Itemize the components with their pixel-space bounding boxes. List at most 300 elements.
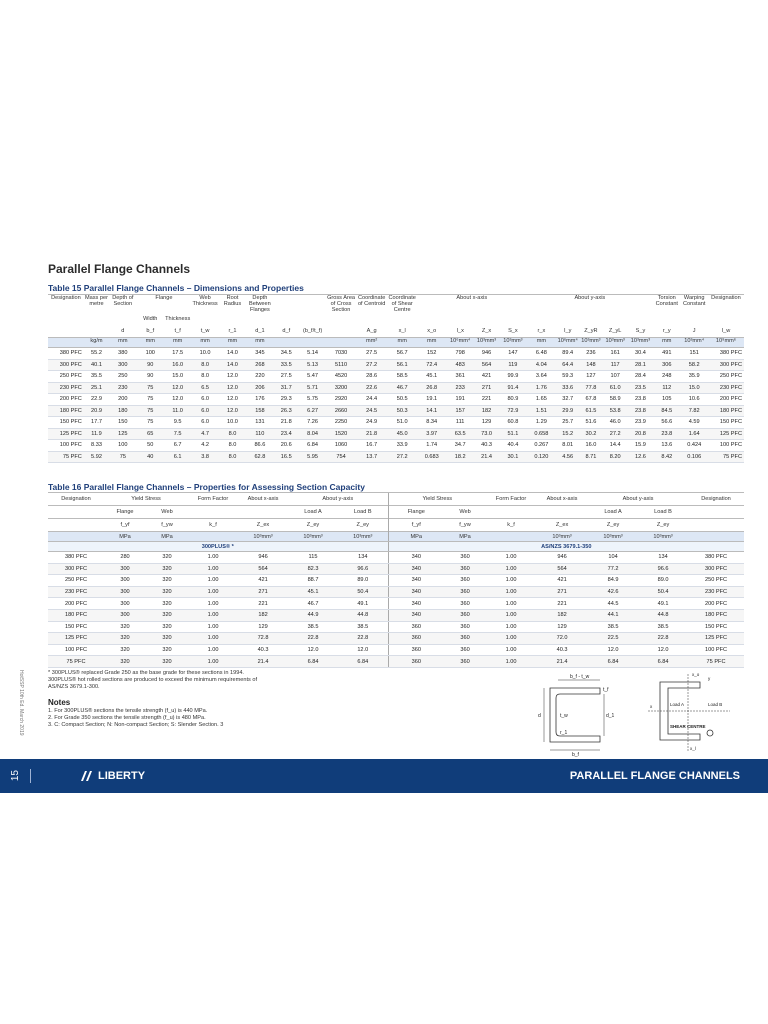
cell: 40.1 xyxy=(84,359,109,371)
cell: 380 PFC xyxy=(48,552,104,564)
cell: r_y xyxy=(662,328,671,334)
cell: 161 xyxy=(603,348,628,360)
cell: I_w xyxy=(721,328,731,334)
cell: 564 xyxy=(474,359,499,371)
cell: 16.0 xyxy=(164,359,191,371)
cell: 99.9 xyxy=(499,371,526,383)
cell: Z_ey xyxy=(588,519,638,532)
col-y-axis: About y-axis xyxy=(527,295,653,314)
cell: 1.00 xyxy=(188,563,238,575)
cell: 8.0 xyxy=(219,440,246,452)
col-mass: Mass per metre xyxy=(84,295,109,314)
cell: 1.00 xyxy=(486,609,536,621)
cell: 1520 xyxy=(326,428,356,440)
cell: f_yw xyxy=(444,519,486,532)
cell: 50.3 xyxy=(387,405,417,417)
label-load-a: Load A xyxy=(670,702,685,707)
cell: 8.0 xyxy=(191,359,218,371)
cell: 10.0 xyxy=(219,417,246,429)
cell: 75 PFC xyxy=(688,656,744,668)
cell: 45.1 xyxy=(417,371,447,383)
label-d1: d_1 xyxy=(606,713,615,719)
table-row xyxy=(48,371,744,383)
cell xyxy=(486,506,536,519)
table-row xyxy=(48,417,744,429)
cell: mm xyxy=(653,338,680,348)
cell: 320 xyxy=(104,644,146,656)
col-y-left: About y-axis xyxy=(288,493,388,506)
cell: 44.8 xyxy=(638,609,688,621)
cell: 230 PFC xyxy=(688,586,744,598)
label-xo: x_o xyxy=(692,672,700,677)
cell: mm xyxy=(137,338,164,348)
cell: 49.1 xyxy=(338,598,388,610)
cell: 88.7 xyxy=(288,575,338,587)
table-15-group-header xyxy=(48,295,744,314)
cell: 27.5 xyxy=(356,348,388,360)
cell: 111 xyxy=(446,417,473,429)
cell: 27.2 xyxy=(387,451,417,463)
cell: 6.84 xyxy=(338,656,388,668)
cell: 38.5 xyxy=(338,621,388,633)
label-y: y xyxy=(708,676,711,681)
cell: 4.7 xyxy=(191,428,218,440)
cell: 12.0 xyxy=(219,394,246,406)
cell: 89.4 xyxy=(556,348,579,360)
cell: 1.00 xyxy=(486,621,536,633)
cell: 14.4 xyxy=(603,440,628,452)
cell: 2920 xyxy=(326,394,356,406)
cell: 6.84 xyxy=(299,440,326,452)
cell: 55.2 xyxy=(84,348,109,360)
cell: 320 xyxy=(146,586,188,598)
col-form-right: Form Factor xyxy=(486,493,536,506)
cell: 61.5 xyxy=(579,405,602,417)
cell: 220 xyxy=(246,371,273,383)
cell: 4.04 xyxy=(527,359,557,371)
cell: 12.0 xyxy=(219,405,246,417)
cell: MPa xyxy=(388,532,444,542)
cell: 360 xyxy=(444,621,486,633)
cell xyxy=(486,532,536,542)
cell: 67.8 xyxy=(579,394,602,406)
cell: 180 PFC xyxy=(48,609,104,621)
label-bf: b_f xyxy=(572,752,579,758)
cell: 1060 xyxy=(326,440,356,452)
cell: 33.6 xyxy=(556,382,579,394)
cell: 250 PFC xyxy=(708,371,744,383)
cell: 150 PFC xyxy=(48,621,104,633)
cell: 86.6 xyxy=(246,440,273,452)
cell: 0.683 xyxy=(417,451,447,463)
cell: d_1 xyxy=(255,328,265,334)
cell: 1.00 xyxy=(188,586,238,598)
cell: 1.00 xyxy=(486,575,536,587)
cell: 0.120 xyxy=(527,451,557,463)
cell: 127 xyxy=(579,371,602,383)
cell: 1.00 xyxy=(188,644,238,656)
cell: mm xyxy=(417,338,447,348)
cell: 946 xyxy=(536,552,588,564)
cell: 44.5 xyxy=(588,598,638,610)
cell: 112 xyxy=(653,382,680,394)
cell: 248 xyxy=(653,371,680,383)
col-area: Gross Area of Cross Section xyxy=(327,295,356,313)
cell: 13.7 xyxy=(356,451,388,463)
cell: 100 PFC xyxy=(688,644,744,656)
cell: 110 xyxy=(246,428,273,440)
cell xyxy=(536,506,588,519)
cell xyxy=(188,506,238,519)
cell xyxy=(48,325,84,338)
cell: Flange xyxy=(104,506,146,519)
cell: Load B xyxy=(638,506,688,519)
cell: mm xyxy=(527,338,557,348)
cell: 320 xyxy=(146,633,188,645)
cell: A_g xyxy=(366,328,377,334)
cell: 1.00 xyxy=(188,552,238,564)
label-xl: x_l xyxy=(690,746,696,751)
cell: 65 xyxy=(137,428,164,440)
cell: Load B xyxy=(338,506,388,519)
cell: 148 xyxy=(579,359,602,371)
cell: 6.7 xyxy=(164,440,191,452)
cell: 191 xyxy=(446,394,473,406)
cell: 221 xyxy=(474,394,499,406)
cell: 27.2 xyxy=(603,428,628,440)
cell: 176 xyxy=(246,394,273,406)
cell: 300 xyxy=(109,359,136,371)
cell: 20.9 xyxy=(84,405,109,417)
cell: 360 xyxy=(388,633,444,645)
table-16-symbols xyxy=(48,519,744,532)
cell: 0.267 xyxy=(527,440,557,452)
cell: 11.0 xyxy=(164,405,191,417)
cell: 230 PFC xyxy=(48,382,84,394)
cell: 25.1 xyxy=(84,382,109,394)
cell: I_y xyxy=(563,328,572,334)
cell: 64.4 xyxy=(556,359,579,371)
cell: 125 PFC xyxy=(48,428,84,440)
table-row xyxy=(48,609,744,621)
cell: 5.13 xyxy=(299,359,326,371)
cell: 125 PFC xyxy=(708,428,744,440)
cell: MPa xyxy=(146,532,188,542)
cell: 51.6 xyxy=(579,417,602,429)
col-ratio xyxy=(299,295,326,314)
cell: 3.97 xyxy=(417,428,447,440)
cell: 306 xyxy=(653,359,680,371)
cell: 49.1 xyxy=(638,598,688,610)
cell: 10⁶mm⁴ xyxy=(446,338,473,348)
cell: 340 xyxy=(388,598,444,610)
cell: 236 xyxy=(579,348,602,360)
cell: Load A xyxy=(288,506,338,519)
cell: 18.2 xyxy=(446,451,473,463)
table-16-grades xyxy=(48,542,744,552)
label-r1: r_1 xyxy=(560,730,568,736)
col-df xyxy=(274,295,299,314)
cell: 107 xyxy=(603,371,628,383)
cell: 40.3 xyxy=(536,644,588,656)
cell: 80.9 xyxy=(499,394,526,406)
cell: 320 xyxy=(146,656,188,668)
table-15-symbols xyxy=(48,325,744,338)
cell: 360 xyxy=(388,656,444,668)
cell: 12.0 xyxy=(588,644,638,656)
cell: 31.7 xyxy=(274,382,299,394)
cell: 1.00 xyxy=(486,656,536,668)
section-diagrams xyxy=(530,668,754,758)
cell: 12.0 xyxy=(219,371,246,383)
cell: 380 PFC xyxy=(688,552,744,564)
cell: 230 xyxy=(109,382,136,394)
cell: Z_yR xyxy=(584,328,598,334)
cell xyxy=(48,506,104,519)
footnote-line: AS/NZS 3679.1-300. xyxy=(48,684,100,690)
cell: 29.3 xyxy=(274,394,299,406)
cell: 22.8 xyxy=(288,633,338,645)
cell: 100 PFC xyxy=(48,440,84,452)
table-16-title: Table 16 Parallel Flange Channels – Properties for Assessing Section Capacity xyxy=(48,482,365,492)
cell: 221 xyxy=(238,598,288,610)
cell: 250 xyxy=(109,371,136,383)
cell: 1.00 xyxy=(188,575,238,587)
cell: 10³mm³ xyxy=(536,532,588,542)
cell: 5.47 xyxy=(299,371,326,383)
cell: 300 PFC xyxy=(48,563,104,575)
label-tf: t_f xyxy=(603,687,609,693)
grade-350: AS/NZS 3679.1-350 xyxy=(388,542,744,552)
cell: 50.4 xyxy=(638,586,688,598)
cell: 35.9 xyxy=(681,371,708,383)
col-designation: Designation xyxy=(48,295,84,314)
col-designation: Designation xyxy=(48,493,104,506)
axes-diagram xyxy=(648,674,730,752)
cell: 125 PFC xyxy=(48,633,104,645)
col-web: Web Thickness xyxy=(191,295,218,314)
cell: 340 xyxy=(388,575,444,587)
cell: 8.20 xyxy=(603,451,628,463)
cell xyxy=(688,519,744,532)
cell: 12.0 xyxy=(288,644,338,656)
cell: 25.7 xyxy=(556,417,579,429)
cell: 46.0 xyxy=(603,417,628,429)
cell: f_yf xyxy=(104,519,146,532)
cell: 230 PFC xyxy=(48,586,104,598)
table-16-sub-header xyxy=(48,506,744,519)
note-line: 3. C: Compact Section; N: Non-compact Section; S: Slender Section. 3 xyxy=(48,722,224,728)
cell: 100 PFC xyxy=(48,644,104,656)
cell xyxy=(326,325,356,338)
cell: 182 xyxy=(238,609,288,621)
cell: 360 xyxy=(444,552,486,564)
cell: MPa xyxy=(104,532,146,542)
cell: 14.1 xyxy=(417,405,447,417)
cell: 157 xyxy=(446,405,473,417)
cell: 23.9 xyxy=(628,417,653,429)
cell: 380 PFC xyxy=(48,348,84,360)
cell: 150 PFC xyxy=(48,417,84,429)
cell: 0.424 xyxy=(681,440,708,452)
cell: 271 xyxy=(474,382,499,394)
cell: 30.4 xyxy=(628,348,653,360)
table-15-title: Table 15 Parallel Flange Channels – Dimensions and Properties xyxy=(48,283,304,293)
cell: 360 xyxy=(444,598,486,610)
cell: 320 xyxy=(146,575,188,587)
cell: 100 xyxy=(137,348,164,360)
cell: 58.5 xyxy=(387,371,417,383)
cell: 4.2 xyxy=(191,440,218,452)
cell: 320 xyxy=(146,552,188,564)
cell: r_x xyxy=(537,328,546,334)
cell: Z_ey xyxy=(638,519,688,532)
cell: 360 xyxy=(444,644,486,656)
cell: 421 xyxy=(474,371,499,383)
cell: Z_ey xyxy=(288,519,338,532)
cell: 8.33 xyxy=(84,440,109,452)
cell: 14.0 xyxy=(219,348,246,360)
cell: 1.00 xyxy=(188,656,238,668)
cell: 10³mm³ xyxy=(588,532,638,542)
cell xyxy=(688,506,744,519)
cell: 12.0 xyxy=(219,382,246,394)
cell: 200 PFC xyxy=(48,598,104,610)
cell: 5.75 xyxy=(299,394,326,406)
table-row xyxy=(48,394,744,406)
cell: 12.0 xyxy=(164,382,191,394)
cell: 233 xyxy=(446,382,473,394)
cell: 250 PFC xyxy=(48,575,104,587)
cell: 3200 xyxy=(326,382,356,394)
col-yield-left: Yield Stress xyxy=(104,493,188,506)
cell: 12.0 xyxy=(164,394,191,406)
cell: mm xyxy=(191,338,218,348)
cell: 21.8 xyxy=(356,428,388,440)
table-row xyxy=(48,598,744,610)
liberty-logo-icon xyxy=(80,769,94,783)
cell: 38.5 xyxy=(588,621,638,633)
cell: 91.4 xyxy=(499,382,526,394)
cell: 340 xyxy=(388,609,444,621)
cell: Z_x xyxy=(481,328,492,334)
cell: 24.5 xyxy=(356,405,388,417)
cell: 23.8 xyxy=(653,428,680,440)
cell: 1.00 xyxy=(486,644,536,656)
notes xyxy=(48,708,508,729)
cell: 51.0 xyxy=(387,417,417,429)
cell: 12.6 xyxy=(628,451,653,463)
table-row xyxy=(48,552,744,564)
cell: 129 xyxy=(536,621,588,633)
cell: 320 xyxy=(104,656,146,668)
cell xyxy=(48,519,104,532)
cell: S_x xyxy=(508,328,518,334)
cell: 150 xyxy=(109,417,136,429)
cell: 7.5 xyxy=(164,428,191,440)
cell: 3.8 xyxy=(191,451,218,463)
table-15-body xyxy=(48,348,744,463)
cell xyxy=(688,532,744,542)
cell: 8.04 xyxy=(299,428,326,440)
cell: 119 xyxy=(499,359,526,371)
cell: 129 xyxy=(238,621,288,633)
cell: 22.9 xyxy=(84,394,109,406)
cell: 7030 xyxy=(326,348,356,360)
col-x-left: About x-axis xyxy=(238,493,288,506)
cell: 62.8 xyxy=(246,451,273,463)
cell: 22.5 xyxy=(588,633,638,645)
cell: 26.8 xyxy=(417,382,447,394)
cell: 19.1 xyxy=(417,394,447,406)
col-thickness: Thickness xyxy=(165,316,191,322)
cell: 56.1 xyxy=(387,359,417,371)
cell: 360 xyxy=(388,644,444,656)
cell: 1.74 xyxy=(417,440,447,452)
cell: 22.8 xyxy=(638,633,688,645)
cell: 230 PFC xyxy=(708,382,744,394)
cell: 23.4 xyxy=(274,428,299,440)
page-title: Parallel Flange Channels xyxy=(48,262,191,276)
cell: 75 PFC xyxy=(48,656,104,668)
cell: 45.0 xyxy=(387,428,417,440)
section-title: PARALLEL FLANGE CHANNELS xyxy=(569,770,740,782)
cell: 1.29 xyxy=(527,417,557,429)
cell: 105 xyxy=(653,394,680,406)
cell: 221 xyxy=(536,598,588,610)
cell: 7.26 xyxy=(299,417,326,429)
cell: 10³mm³ xyxy=(338,532,388,542)
cell: 6.0 xyxy=(191,405,218,417)
cell: 125 xyxy=(109,428,136,440)
cell: 10³mm³ xyxy=(288,532,338,542)
cell: 73.0 xyxy=(474,428,499,440)
cell: 360 xyxy=(444,586,486,598)
note-line: 2. For Grade 350 sections the tensile strength (f_u) is 480 MPa. xyxy=(48,715,206,721)
cell: b_f xyxy=(146,328,155,334)
cell: 58.2 xyxy=(681,359,708,371)
cell: f_yw xyxy=(146,519,188,532)
cell: 946 xyxy=(238,552,288,564)
cell: 82.3 xyxy=(288,563,338,575)
col-depth: Depth of Section xyxy=(109,295,136,314)
cell: 28.4 xyxy=(628,371,653,383)
cell: 10³mm³ xyxy=(628,338,653,348)
table-16-group-header xyxy=(48,493,744,506)
cell: 1.51 xyxy=(527,405,557,417)
cell: 360 xyxy=(444,563,486,575)
table-row xyxy=(48,586,744,598)
cell: 100 PFC xyxy=(708,440,744,452)
table-15 xyxy=(48,294,744,463)
cell: 4.59 xyxy=(681,417,708,429)
cell: d_f xyxy=(282,328,291,334)
channel-dimension-diagram xyxy=(544,680,604,750)
cell: 100 xyxy=(109,440,136,452)
table-row xyxy=(48,656,744,668)
cell: 115 xyxy=(288,552,338,564)
cell: 27.2 xyxy=(356,359,388,371)
cell: 77.2 xyxy=(588,563,638,575)
cell: 345 xyxy=(246,348,273,360)
cell: 90 xyxy=(137,359,164,371)
cell: 21.4 xyxy=(238,656,288,668)
cell: 33.5 xyxy=(274,359,299,371)
table-row xyxy=(48,563,744,575)
cell: Z_ey xyxy=(338,519,388,532)
col-form-left: Form Factor xyxy=(188,493,238,506)
cell: 12.0 xyxy=(638,644,688,656)
